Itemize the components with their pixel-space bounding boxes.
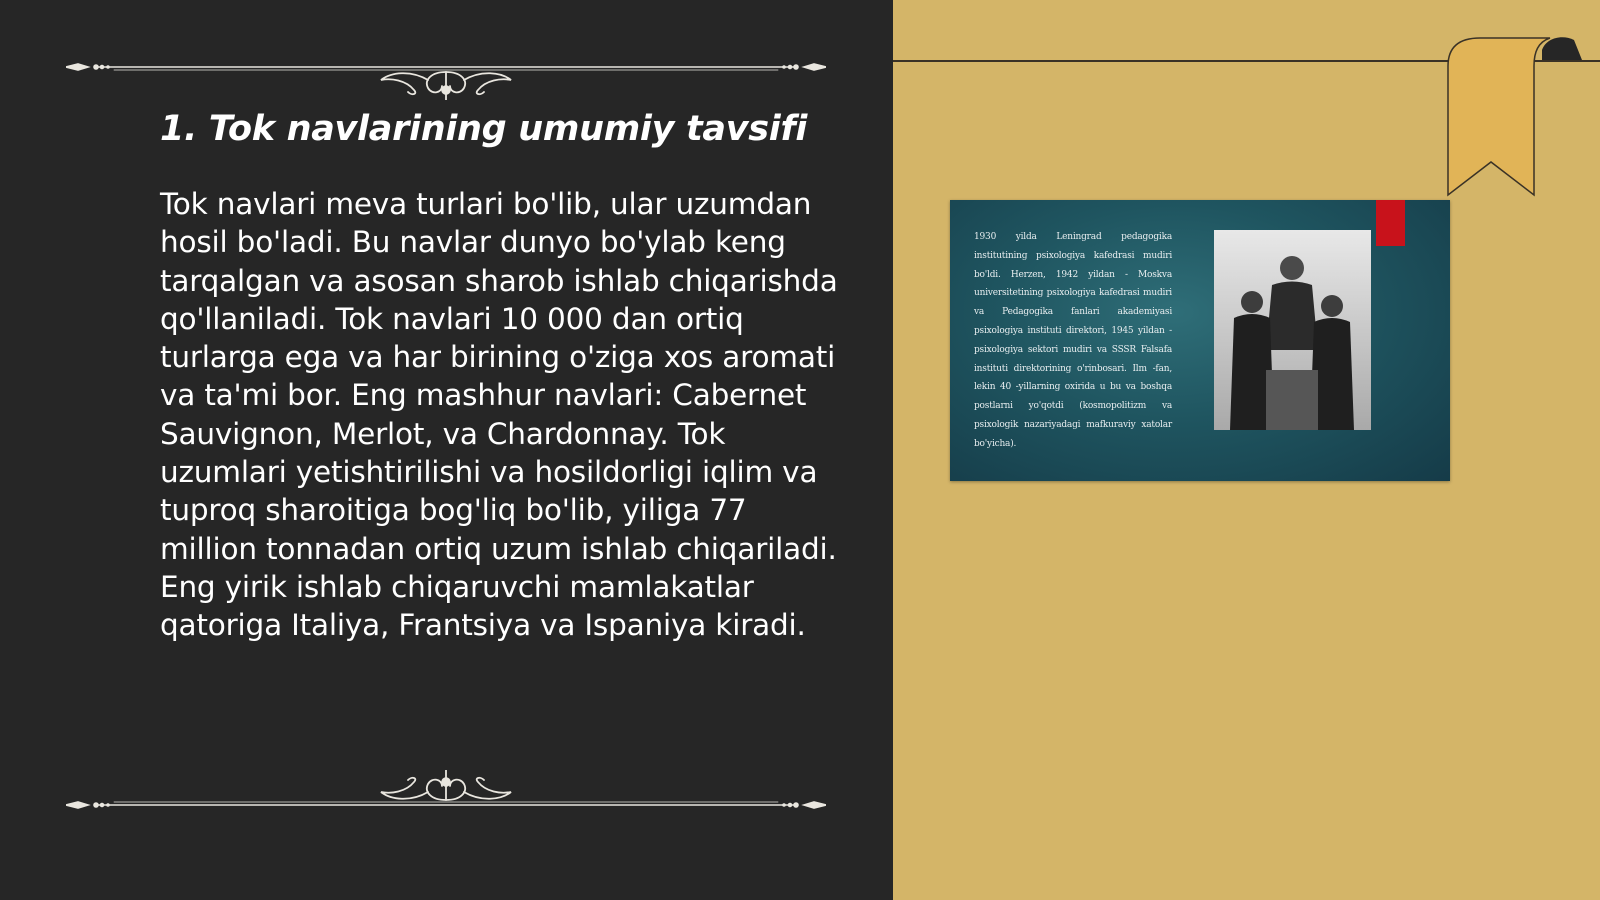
image-card [950,200,1450,481]
body-text: Tok navlari meva turlari bo'lib, ular uzumdan hosil bo'ladi. Bu navlar dunyo bo'ylab keng tarqalgan va asosan sharob ishlab chiqarishda qo'llaniladi. Tok navlari 10 000 dan ortiq turlarga ega va har birining o'ziga xos aromati va ta'mi bor. Eng mashhur navlari: Cabernet Sauvignon, Merlot, va Chardonnay. Tok uzumlari yetishtirilishi va hosildorligi iqlim va tuproq sharoitiga bog'liq bo'lib, yiliga 77 million tonnadan ortiq uzum ishlab chiqariladi. Eng yirik ishlab chiqaruvchi mamlakatlar qatoriga Italiya, Frantsiya va Ispaniya kiradi. [160,187,838,643]
page-title: 1. Tok navlarining umumiy tavsifi [160,109,808,149]
image-caption: 1930 yilda Leningrad pedagogika institutining psixologiya kafedrasi mudiri bo'ldi. Herzen, 1942 yildan - Moskva universitetining psixologiya kafedrasi mudiri va Pedagogika fanlari akademiyasi psixologiya instituti direktori, 1945 yildan - psixologiya sektori mudiri va SSSR Falsafa instituti direktorining o'rinbosari. Ilm -fan, lekin 40 -yillarning oxirida u bu va boshqa postlarni yo'qotdi (kosmopolitizm va psixologik nazariyadagi mafkuraviy xatolar bo'yicha). [974,232,1172,449]
bookmark-ribbon-icon [1430,30,1590,200]
ornament-bottom-divider-icon [66,770,826,820]
family-photo-image [1214,230,1371,430]
ornament-top-divider-icon [66,50,826,100]
red-tag [1376,200,1405,246]
